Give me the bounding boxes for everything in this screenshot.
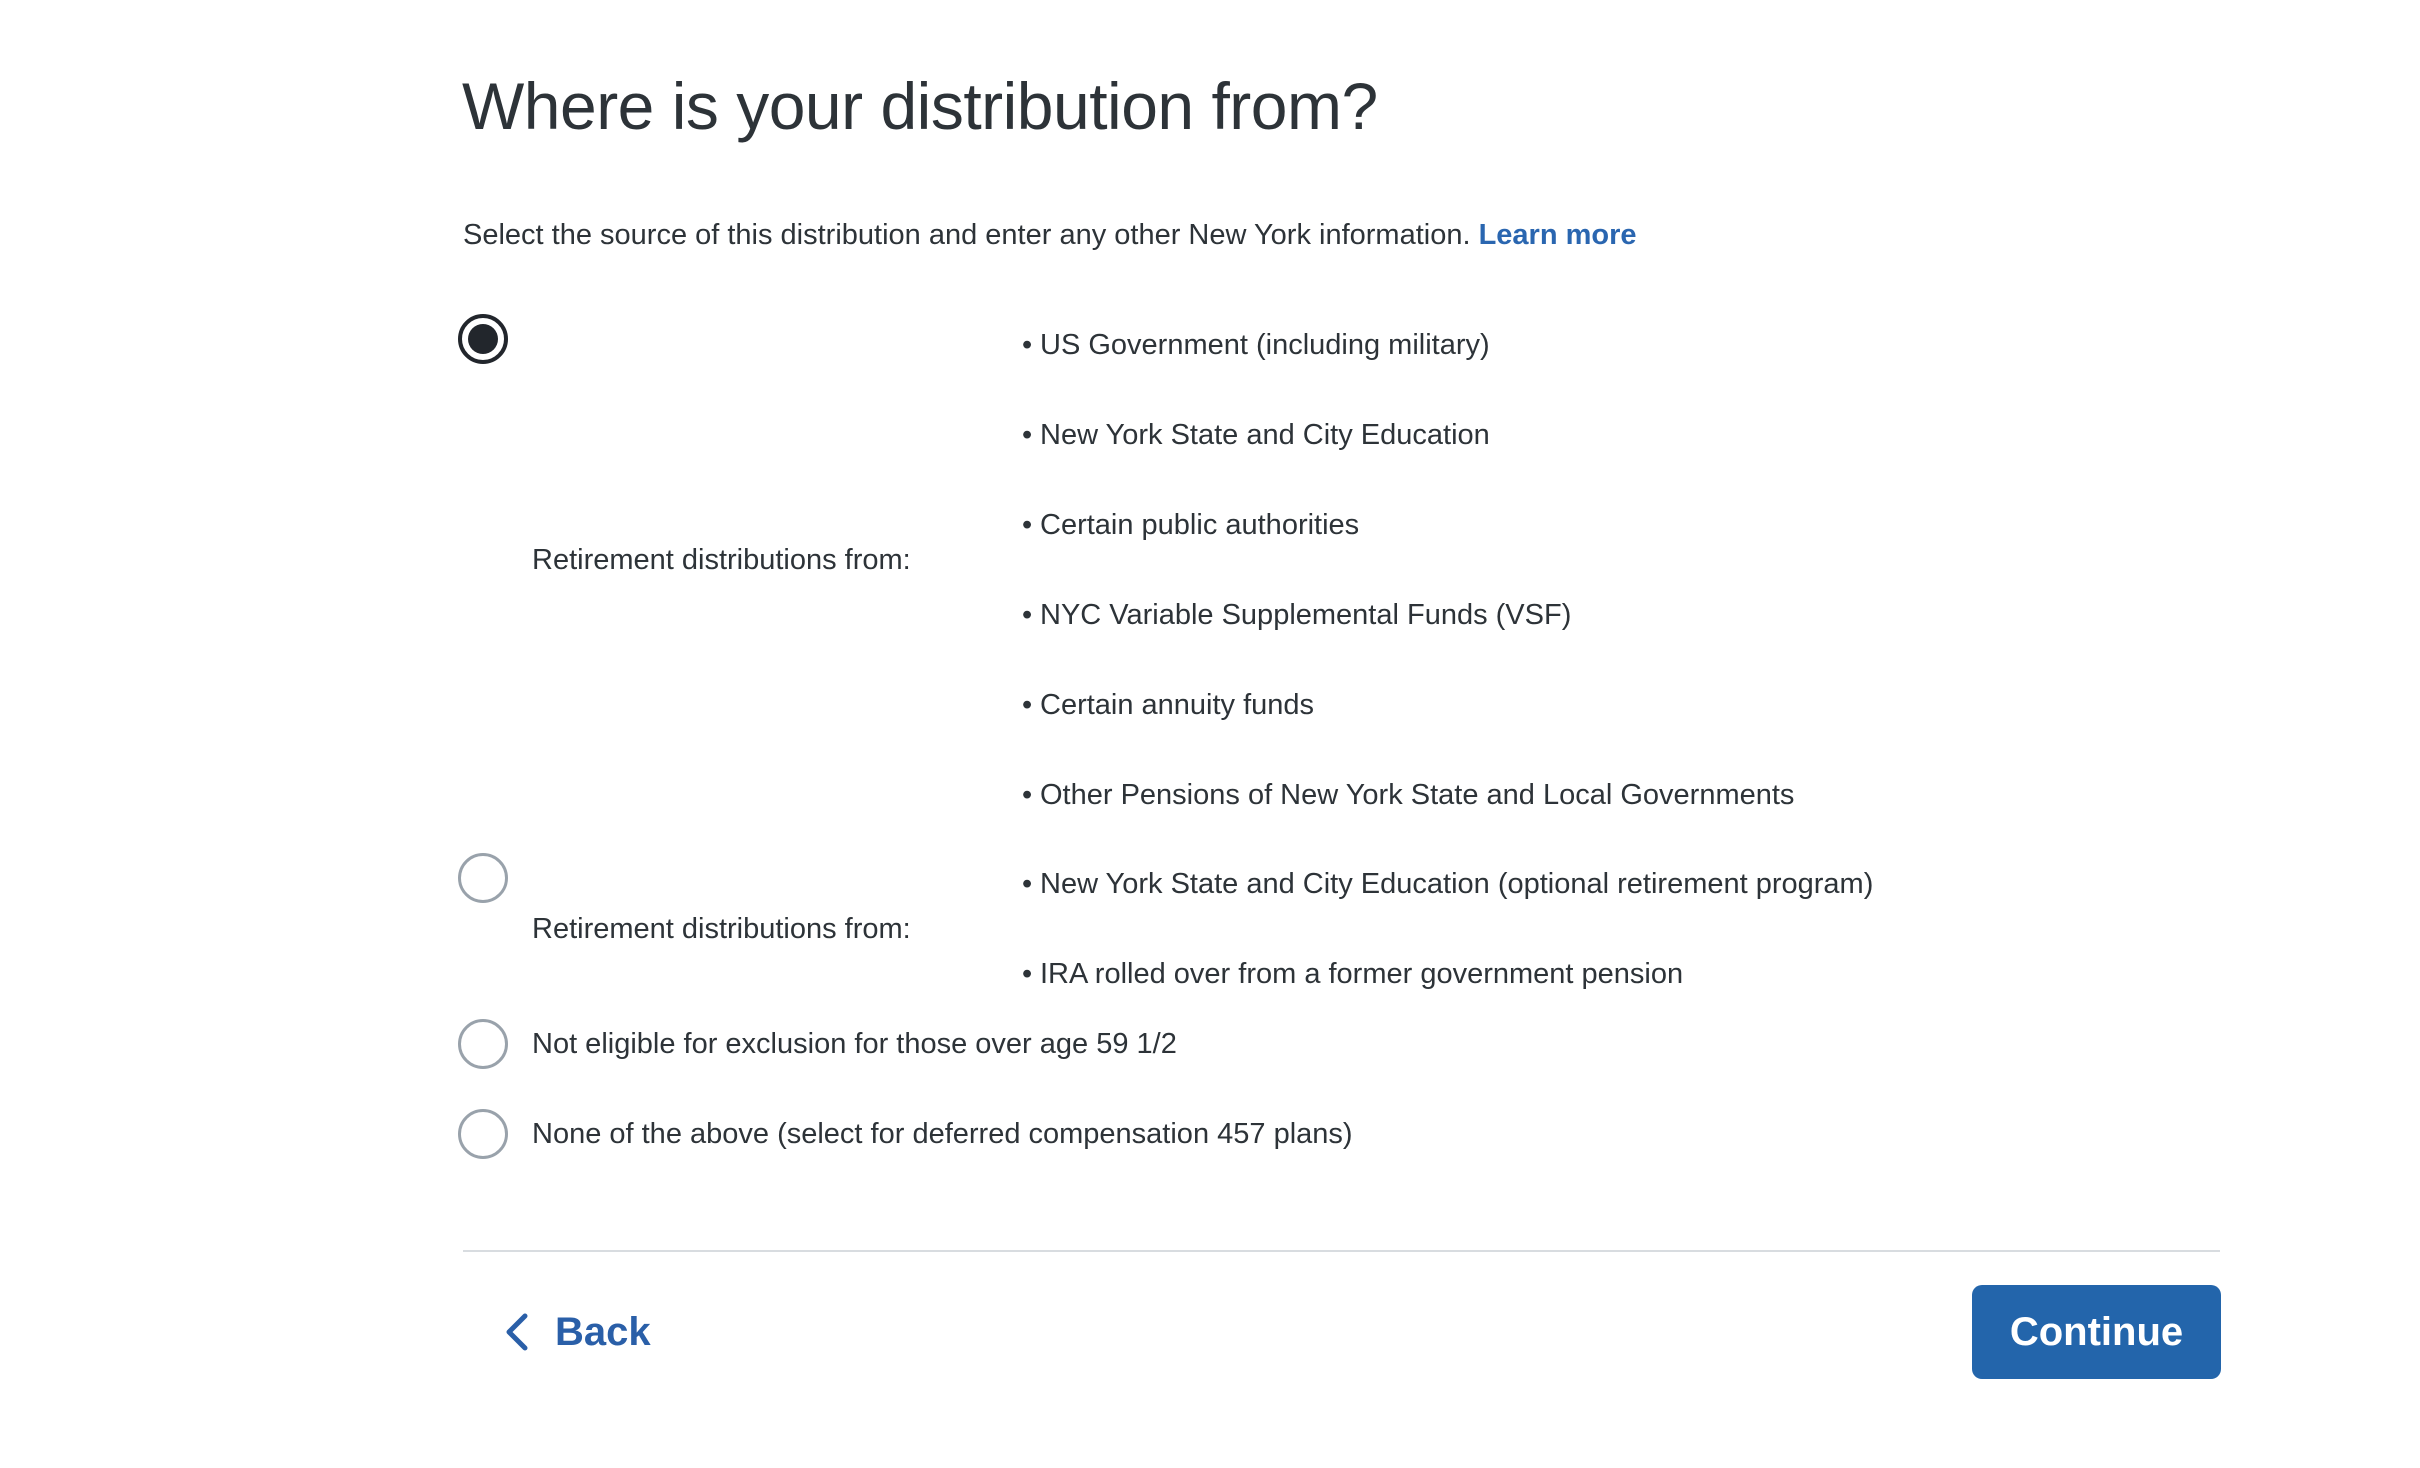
- bullet-item: • Other Pensions of New York State and Local Governments: [1022, 750, 1794, 840]
- bullet-item: • New York State and City Education: [1022, 390, 1794, 480]
- continue-button[interactable]: Continue: [1972, 1285, 2221, 1379]
- option-1-bullet-list: [1022, 300, 1794, 840]
- radio-option-1[interactable]: [458, 314, 508, 364]
- radio-option-2[interactable]: [458, 853, 508, 903]
- page-subtitle-row: [463, 216, 1637, 254]
- footer-divider: [463, 1250, 2220, 1252]
- chevron-left-icon: [505, 1313, 529, 1351]
- radio-option-4[interactable]: [458, 1109, 508, 1159]
- learn-more-link[interactable]: Learn more: [1478, 219, 1637, 251]
- option-4-row: [458, 1109, 1353, 1159]
- back-label: Back: [555, 1310, 651, 1354]
- option-4-label[interactable]: None of the above (select for deferred compensation 457 plans): [532, 1118, 1353, 1150]
- option-3-label[interactable]: Not eligible for exclusion for those over age 59 1/2: [532, 1028, 1177, 1060]
- option-1-label[interactable]: Retirement distributions from:: [532, 544, 911, 576]
- option-3-row: [458, 1019, 1177, 1069]
- bullet-item: • NYC Variable Supplemental Funds (VSF): [1022, 570, 1794, 660]
- page-title: Where is your distribution from?: [462, 69, 1378, 144]
- bullet-item: • US Government (including military): [1022, 300, 1794, 390]
- radio-option-3[interactable]: [458, 1019, 508, 1069]
- option-2-bullet-list: [1022, 839, 1873, 1019]
- bullet-item: • IRA rolled over from a former government pension: [1022, 929, 1873, 1019]
- option-2-label[interactable]: Retirement distributions from:: [532, 913, 911, 945]
- bullet-item: • Certain annuity funds: [1022, 660, 1794, 750]
- bullet-item: • New York State and City Education (optional retirement program): [1022, 839, 1873, 929]
- bullet-item: • Certain public authorities: [1022, 480, 1794, 570]
- page-subtitle: Select the source of this distribution and enter any other New York information.: [463, 219, 1471, 251]
- back-link[interactable]: [505, 1308, 651, 1356]
